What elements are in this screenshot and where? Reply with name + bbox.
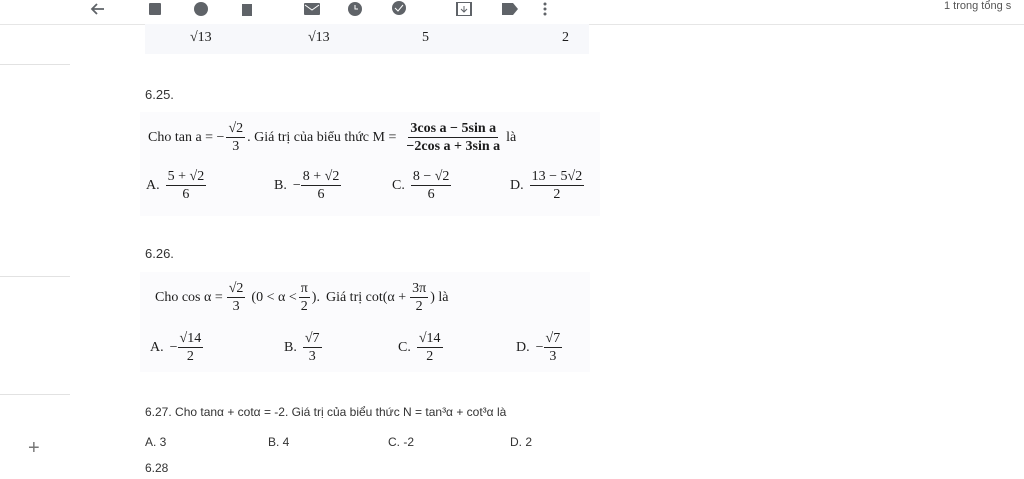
answer-option[interactable]: A. − $\frac{√14}{2}$ — [150, 331, 202, 364]
question-stem: Cho cos α = $\frac{√2}{3}$ (0 < α < $\frac{\pi}{2}$ ). Giá trị cot(α + $\frac{3\pi}{2}$ ) là — [155, 281, 449, 314]
answer-option[interactable]: B. 4 — [268, 435, 290, 449]
question-stem: Cho tan a = − $\frac{√2}{3}$ . Giá trị của biểu thức M = $\frac{\text{3cos a − 5sin a}}{\text{−2cos a + 3sin a}}$ là — [148, 121, 517, 154]
answer-option[interactable]: B. $\frac{√7}{3}$ — [284, 331, 320, 364]
add-icon[interactable]: + — [28, 437, 40, 459]
answer-option[interactable]: C. $\frac{8 - √2}{6}$ — [392, 169, 450, 202]
answer-option[interactable]: C. $\frac{√14}{2}$ — [398, 331, 441, 364]
question-number: 6.26. — [145, 246, 174, 261]
answer-option[interactable]: C. -2 — [388, 435, 415, 449]
answer-option[interactable]: A. $\frac{5 + √2}{6}$ — [146, 169, 205, 202]
answer-option[interactable]: D. − $\frac{√7}{3}$ — [516, 331, 561, 364]
answer-option[interactable]: B. − $\frac{8 + √2}{6}$ — [274, 169, 340, 202]
question-text: 6.27. Cho tanα + cotα = -2. Giá trị của biểu thức N = tan³α + cot³α là — [145, 405, 507, 419]
answer-option[interactable]: D. 2 — [510, 435, 533, 449]
page-counter: 1 trong tổng s — [944, 0, 1012, 12]
question-number: 6.25. — [145, 87, 174, 102]
partial-answer-a: √13 — [190, 30, 212, 45]
partial-answer-b: √13 — [308, 30, 330, 45]
partial-answer-d: 2 — [562, 30, 569, 45]
answer-option[interactable]: D. $\frac{13 - 5√2}{2}$ — [510, 169, 583, 202]
answer-option[interactable]: A. 3 — [145, 435, 167, 449]
partial-answer-c: 5 — [422, 30, 429, 45]
question-number: 6.28 — [145, 461, 169, 475]
